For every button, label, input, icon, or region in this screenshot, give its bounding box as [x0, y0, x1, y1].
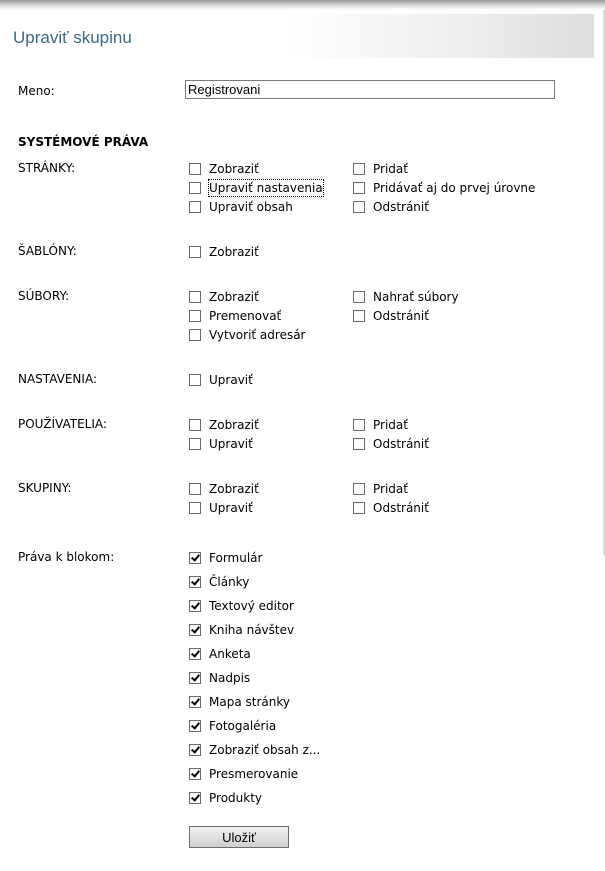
- save-button[interactable]: Uložiť: [189, 826, 289, 848]
- checkbox-label: Kniha návštev: [209, 623, 295, 637]
- checkbox-box[interactable]: [189, 246, 201, 258]
- checkbox-label: Vytvoriť adresár: [209, 328, 306, 342]
- checkbox-label: Zobraziť: [209, 418, 259, 432]
- checkbox-box[interactable]: [189, 310, 201, 322]
- checkbox-label: Odstrániť: [373, 309, 429, 323]
- files-mkdir-checkbox[interactable]: [189, 327, 306, 343]
- pages-add-toplevel-checkbox[interactable]: [353, 180, 535, 196]
- checkbox-label: Články: [209, 575, 250, 589]
- checkbox-box[interactable]: [189, 291, 201, 303]
- templates-view-checkbox[interactable]: [189, 244, 259, 260]
- name-label: Meno:: [18, 84, 55, 98]
- group-label-files: SÚBORY:: [18, 289, 70, 303]
- checkbox-label: Pridať: [373, 482, 408, 496]
- checkbox-box[interactable]: [353, 182, 365, 194]
- checkbox-label: Formulár: [209, 551, 263, 565]
- checkbox-label: Mapa stránky: [209, 695, 290, 709]
- name-input[interactable]: [185, 80, 555, 99]
- pages-edit-content-checkbox[interactable]: [189, 199, 293, 215]
- checkbox-box[interactable]: [189, 624, 201, 636]
- block-poll-checkbox[interactable]: [189, 646, 251, 662]
- section-title: SYSTÉMOVÉ PRÁVA: [18, 135, 149, 149]
- checkbox-box[interactable]: [189, 182, 201, 194]
- pages-view-checkbox[interactable]: [189, 161, 259, 177]
- checkbox-box[interactable]: [353, 201, 365, 213]
- checkbox-label: Zobraziť: [209, 245, 259, 259]
- checkbox-box[interactable]: [353, 163, 365, 175]
- group-label-users: POUŽÍVATELIA:: [18, 417, 107, 431]
- group-label-templates: ŠABLÓNY:: [18, 244, 77, 258]
- checkbox-box[interactable]: [189, 600, 201, 612]
- groups-view-checkbox[interactable]: [189, 481, 259, 497]
- checkbox-box[interactable]: [189, 483, 201, 495]
- block-form-checkbox[interactable]: [189, 550, 262, 566]
- checkbox-box[interactable]: [189, 696, 201, 708]
- pages-edit-settings-checkbox[interactable]: [189, 180, 323, 196]
- groups-add-checkbox[interactable]: [353, 481, 408, 497]
- block-sitemap-checkbox[interactable]: [189, 694, 290, 710]
- checkbox-label: Odstrániť: [373, 200, 429, 214]
- checkbox-label: Zobraziť: [209, 162, 259, 176]
- checkbox-label: Zobraziť obsah z...: [209, 743, 321, 757]
- checkbox-box[interactable]: [189, 648, 201, 660]
- checkbox-box[interactable]: [353, 483, 365, 495]
- group-label-pages: STRÁNKY:: [18, 161, 76, 175]
- checkbox-label: Pridať: [373, 162, 408, 176]
- files-rename-checkbox[interactable]: [189, 308, 281, 324]
- checkbox-label: Upraviť obsah: [209, 200, 293, 214]
- page-title: Upraviť skupinu: [13, 28, 132, 47]
- block-gallery-checkbox[interactable]: [189, 718, 276, 734]
- checkbox-box[interactable]: [189, 438, 201, 450]
- checkbox-label: Nahrať súbory: [373, 290, 459, 304]
- checkbox-label: Anketa: [209, 647, 251, 661]
- files-upload-checkbox[interactable]: [353, 289, 459, 305]
- groups-delete-checkbox[interactable]: [353, 500, 429, 516]
- top-shadow-bar: [0, 0, 605, 10]
- checkbox-label: Upraviť nastavenia: [209, 181, 323, 195]
- block-articles-checkbox[interactable]: [189, 574, 249, 590]
- pages-delete-checkbox[interactable]: [353, 199, 429, 215]
- pages-add-checkbox[interactable]: [353, 161, 408, 177]
- checkbox-label: Odstrániť: [373, 437, 429, 451]
- block-redirect-checkbox[interactable]: [189, 766, 298, 782]
- checkbox-box[interactable]: [353, 310, 365, 322]
- checkbox-box[interactable]: [189, 201, 201, 213]
- checkbox-label: Upraviť: [209, 501, 253, 515]
- checkbox-box[interactable]: [189, 720, 201, 732]
- block-text-editor-checkbox[interactable]: [189, 598, 294, 614]
- checkbox-label: Premenovať: [209, 309, 282, 323]
- page-header: [0, 14, 594, 58]
- checkbox-box[interactable]: [353, 291, 365, 303]
- checkbox-label: Upraviť: [209, 373, 253, 387]
- checkbox-label: Textový editor: [209, 599, 294, 613]
- checkbox-box[interactable]: [189, 163, 201, 175]
- checkbox-box[interactable]: [189, 329, 201, 341]
- checkbox-box[interactable]: [189, 552, 201, 564]
- checkbox-label: Zobraziť: [209, 482, 259, 496]
- settings-edit-checkbox[interactable]: [189, 372, 253, 388]
- checkbox-box[interactable]: [189, 672, 201, 684]
- checkbox-box[interactable]: [353, 438, 365, 450]
- block-guestbook-checkbox[interactable]: [189, 622, 294, 638]
- block-heading-checkbox[interactable]: [189, 670, 250, 686]
- checkbox-label: Upraviť: [209, 437, 253, 451]
- users-delete-checkbox[interactable]: [353, 436, 429, 452]
- checkbox-box[interactable]: [353, 502, 365, 514]
- group-label-groups: SKUPINY:: [18, 481, 72, 495]
- checkbox-box[interactable]: [189, 768, 201, 780]
- checkbox-box[interactable]: [189, 374, 201, 386]
- checkbox-label: Zobraziť: [209, 290, 259, 304]
- users-view-checkbox[interactable]: [189, 417, 259, 433]
- groups-edit-checkbox[interactable]: [189, 500, 253, 516]
- checkbox-box[interactable]: [189, 419, 201, 431]
- checkbox-box[interactable]: [189, 576, 201, 588]
- checkbox-label: Produkty: [209, 791, 263, 805]
- checkbox-label: Pridávať aj do prvej úrovne: [373, 181, 536, 195]
- block-show-content-checkbox[interactable]: [189, 742, 320, 758]
- checkbox-label: Pridať: [373, 418, 408, 432]
- checkbox-label: Nadpis: [209, 671, 251, 685]
- users-edit-checkbox[interactable]: [189, 436, 253, 452]
- blocks-label: Práva k blokom:: [18, 550, 115, 564]
- files-view-checkbox[interactable]: [189, 289, 259, 305]
- group-label-settings: NASTAVENIA:: [18, 372, 97, 386]
- checkbox-box[interactable]: [189, 744, 201, 756]
- users-add-checkbox[interactable]: [353, 417, 408, 433]
- checkbox-box[interactable]: [189, 792, 201, 804]
- checkbox-box[interactable]: [189, 502, 201, 514]
- checkbox-label: Fotogaléria: [209, 719, 277, 733]
- checkbox-box[interactable]: [353, 419, 365, 431]
- files-delete-checkbox[interactable]: [353, 308, 429, 324]
- checkbox-label: Odstrániť: [373, 501, 429, 515]
- checkbox-label: Presmerovanie: [209, 767, 299, 781]
- block-products-checkbox[interactable]: [189, 790, 262, 806]
